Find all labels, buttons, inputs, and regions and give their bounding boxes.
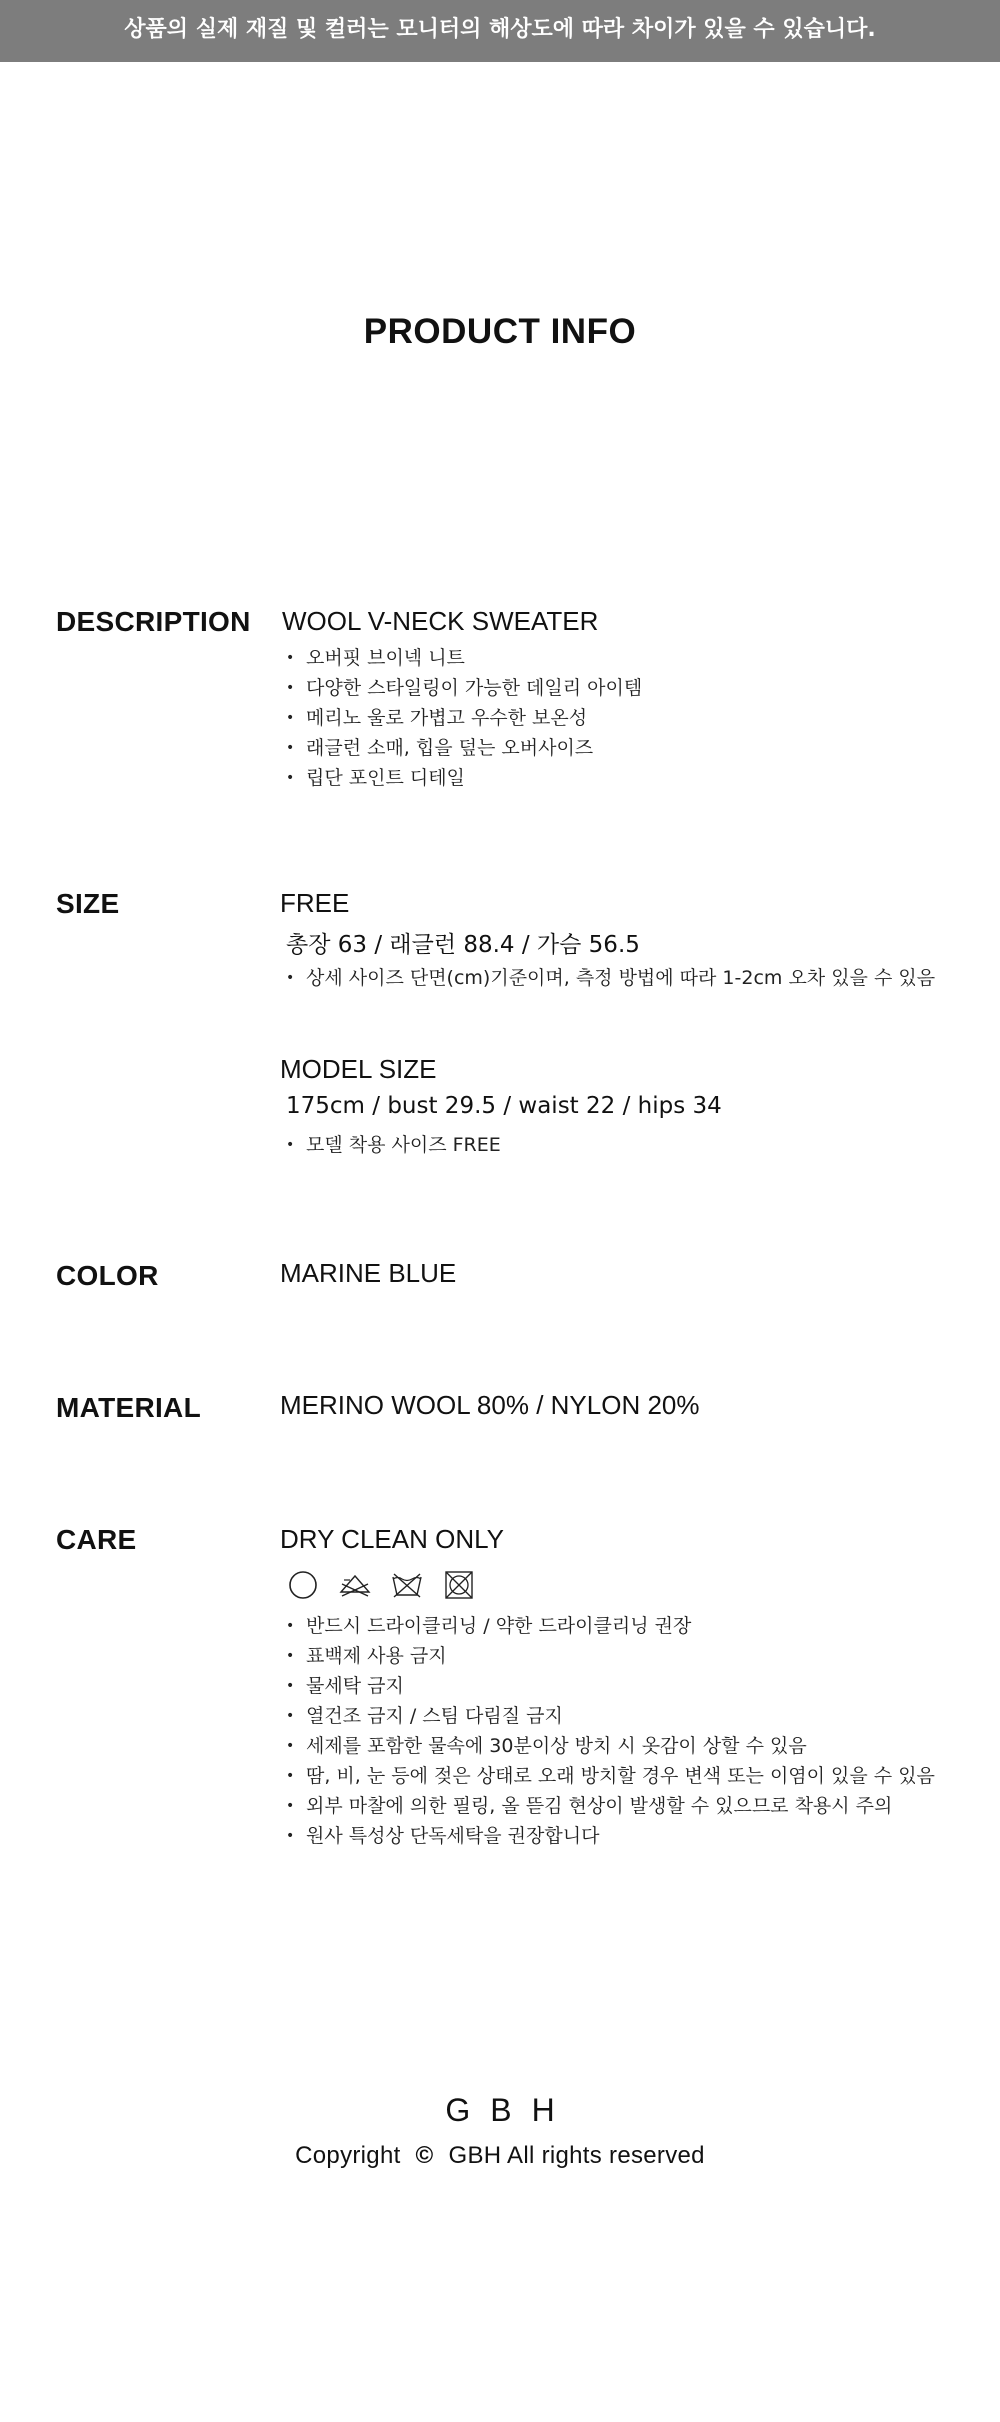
list-item: • 오버핏 브이넥 니트 xyxy=(286,643,642,673)
color-value: MARINE BLUE xyxy=(280,1258,457,1288)
page-title: PRODUCT INFO xyxy=(363,312,637,351)
model-measurements: 175cm / bust 29.5 / waist 22 / hips 34 xyxy=(286,1093,722,1119)
color-label: COLOR xyxy=(56,1260,159,1291)
copyright-prefix: Copyright xyxy=(295,2142,401,2169)
description-list xyxy=(286,643,642,793)
size-notes xyxy=(286,963,935,993)
copyright-text xyxy=(0,2142,1000,2170)
material-label: MATERIAL xyxy=(56,1392,201,1423)
no-bleach-icon xyxy=(338,1570,372,1604)
size-label: SIZE xyxy=(56,888,120,919)
model-notes xyxy=(286,1130,501,1160)
list-item: • 땀, 비, 눈 등에 젖은 상태로 오래 방치할 경우 변색 또는 이염이 있을 수 있음 xyxy=(286,1761,935,1791)
material-value: MERINO WOOL 80% / NYLON 20% xyxy=(280,1390,700,1420)
size-value: FREE xyxy=(280,888,350,918)
no-tumble-dry-icon xyxy=(442,1570,476,1604)
list-item: • 열건조 금지 / 스팀 다림질 금지 xyxy=(286,1701,935,1731)
list-item: • 원사 특성상 단독세탁을 권장합니다 xyxy=(286,1821,935,1851)
list-item: • 물세탁 금지 xyxy=(286,1671,935,1701)
copyright-suffix: GBH All rights reserved xyxy=(448,2142,705,2169)
list-item: • 립단 포인트 디테일 xyxy=(286,763,642,793)
list-item: • 모델 착용 사이즈 FREE xyxy=(286,1130,501,1160)
model-size-label: MODEL SIZE xyxy=(280,1054,437,1084)
list-item: • 메리노 울로 가볍고 우수한 보온성 xyxy=(286,703,642,733)
description-label: DESCRIPTION xyxy=(56,606,251,637)
list-item: • 다양한 스타일링이 가능한 데일리 아이템 xyxy=(286,673,642,703)
no-wash-icon xyxy=(390,1570,424,1604)
notice-banner: 상품의 실제 재질 및 컬러는 모니터의 해상도에 따라 차이가 있을 수 있습니다. xyxy=(0,0,1000,62)
product-name: WOOL V-NECK SWEATER xyxy=(282,606,599,636)
brand-logo: GBH xyxy=(445,2092,575,2128)
care-label: CARE xyxy=(56,1524,137,1555)
copyright-icon: © xyxy=(415,2142,434,2169)
care-instructions xyxy=(286,1611,935,1851)
care-value: DRY CLEAN ONLY xyxy=(280,1524,504,1554)
list-item: • 래글런 소매, 힙을 덮는 오버사이즈 xyxy=(286,733,642,763)
size-measurements: 총장 63 / 래글런 88.4 / 가슴 56.5 xyxy=(286,932,640,958)
list-item: • 세제를 포함한 물속에 30분이상 방치 시 옷감이 상할 수 있음 xyxy=(286,1731,935,1761)
care-icons xyxy=(286,1570,476,1604)
dry-clean-icon xyxy=(286,1570,320,1604)
list-item: • 표백제 사용 금지 xyxy=(286,1641,935,1671)
list-item: • 반드시 드라이클리닝 / 약한 드라이클리닝 권장 xyxy=(286,1611,935,1641)
list-item: • 상세 사이즈 단면(cm)기준이며, 측정 방법에 따라 1-2cm 오차 있을 수 있음 xyxy=(286,963,935,993)
list-item: • 외부 마찰에 의한 필링, 올 뜯김 현상이 발생할 수 있으므로 착용시 주의 xyxy=(286,1791,935,1821)
